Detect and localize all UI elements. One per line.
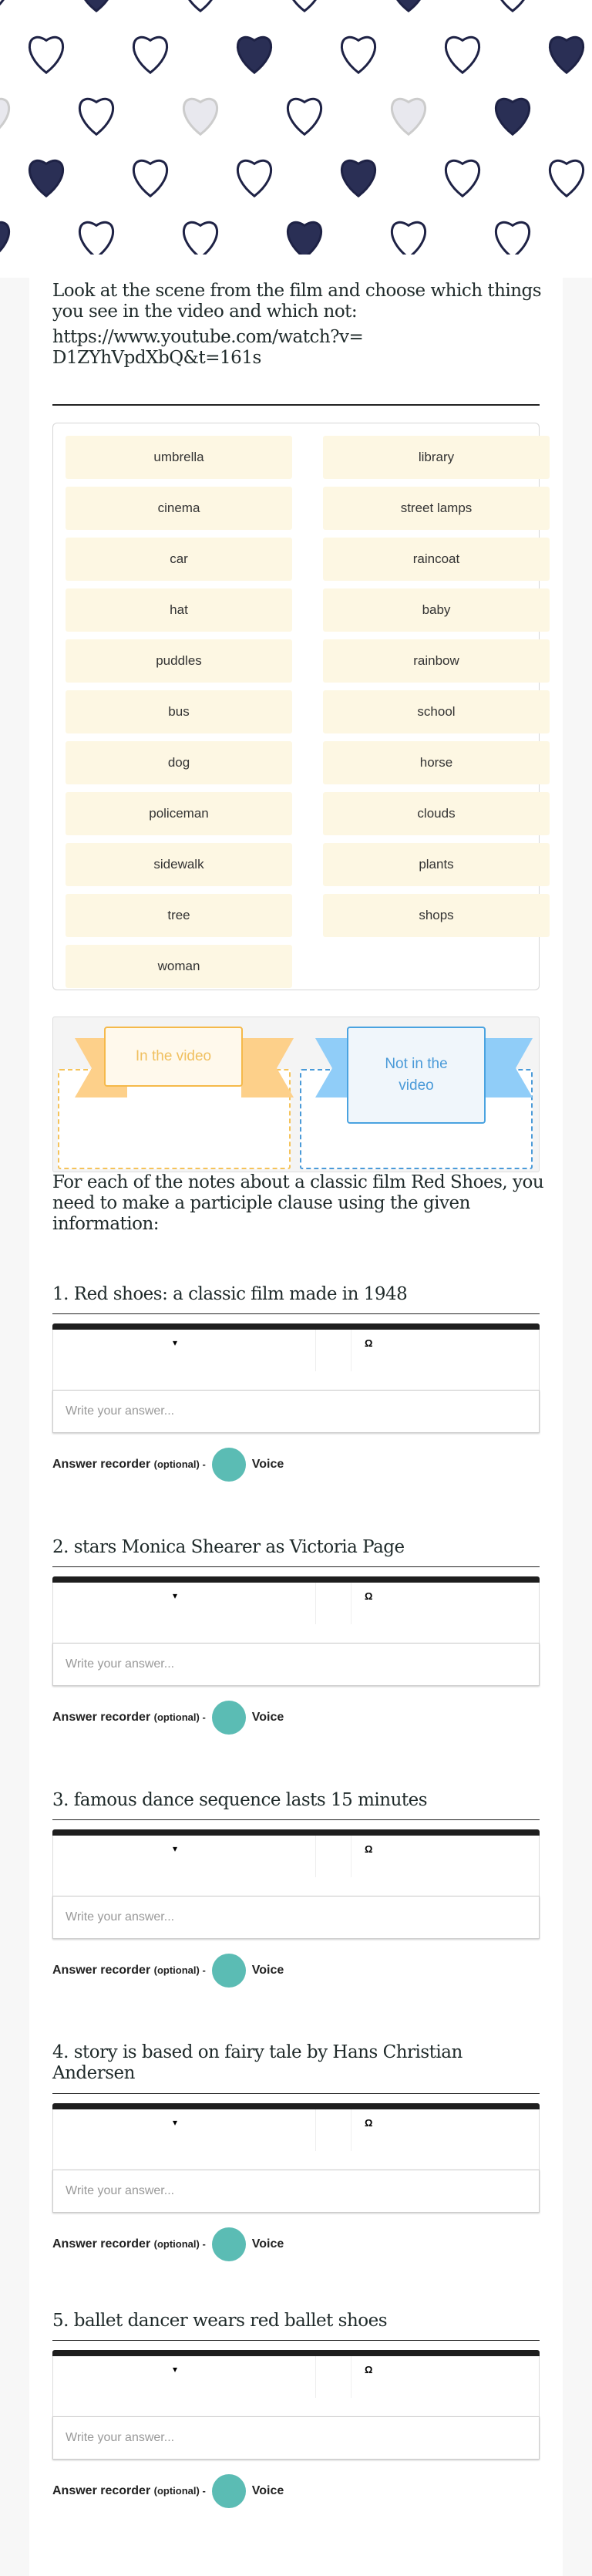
- answer-editor-toolbar: [52, 1330, 540, 1391]
- draggable-item[interactable]: clouds: [323, 792, 550, 835]
- heart-icon: [237, 37, 271, 72]
- answer-input[interactable]: Write your answer...: [52, 1643, 540, 1686]
- heart-icon: [288, 0, 321, 11]
- heart-icon: [288, 222, 321, 255]
- special-characters-omega-icon[interactable]: Ω: [365, 1337, 373, 1349]
- heart-icon: [79, 0, 113, 11]
- answer-recorder: [52, 1448, 284, 1482]
- draggable-item[interactable]: hat: [66, 588, 292, 632]
- part2-instructions: For each of the notes about a classic film Red Shoes, you need to make a participle clause using the given information:: [52, 1172, 544, 1234]
- answer-recorder: [52, 1954, 284, 1988]
- heart-icon: [183, 0, 217, 11]
- heart-icon: [288, 99, 321, 134]
- answer-editor-toolbar: [52, 2356, 540, 2418]
- heart-icon: [446, 160, 479, 196]
- video-link[interactable]: https://www.youtube.com/watch?v=D1ZYhVpdXbQ&t=161s: [52, 327, 364, 368]
- answer-editor-toolbar: [52, 1583, 540, 1644]
- heart-icon: [0, 222, 9, 255]
- heart-icon: [237, 160, 271, 196]
- draggable-item[interactable]: dog: [66, 741, 292, 784]
- worksheet: [29, 278, 563, 2576]
- heart-icon: [496, 99, 529, 134]
- answer-input[interactable]: Write your answer...: [52, 1896, 540, 1939]
- recorder-label: Answer recorder (optional) -: [52, 1458, 206, 1471]
- question-2-text: 2. stars Monica Shearer as Victoria Page: [52, 1537, 405, 1557]
- heart-icon: [79, 99, 113, 134]
- answer-input[interactable]: Write your answer...: [52, 1390, 540, 1433]
- heart-icon: [133, 160, 166, 196]
- heart-icon: [0, 99, 9, 134]
- editor-toolbar-bar: [52, 1323, 540, 1330]
- draggable-item[interactable]: rainbow: [323, 639, 550, 683]
- category-label-not: Not in the video: [347, 1027, 486, 1124]
- record-button[interactable]: [212, 2474, 246, 2508]
- heart-icon: [133, 37, 166, 72]
- font-dropdown-arrow-icon[interactable]: ▾: [173, 1843, 178, 1854]
- voice-label: Voice: [251, 1711, 284, 1724]
- answer-editor-toolbar: [52, 1836, 540, 1897]
- draggable-item[interactable]: street lamps: [323, 487, 550, 530]
- answer-recorder: [52, 2227, 284, 2261]
- category-label-in: In the video: [104, 1027, 243, 1087]
- recorder-label: Answer recorder (optional) -: [52, 1964, 206, 1977]
- draggable-item[interactable]: school: [323, 690, 550, 733]
- draggable-item[interactable]: sidewalk: [66, 843, 292, 886]
- heart-icon: [496, 0, 529, 11]
- record-button[interactable]: [212, 1701, 246, 1735]
- draggable-item[interactable]: baby: [323, 588, 550, 632]
- divider: [52, 1566, 540, 1567]
- special-characters-omega-icon[interactable]: Ω: [365, 1590, 373, 1602]
- heart-icon: [392, 99, 425, 134]
- heart-icon: [392, 0, 425, 11]
- special-characters-omega-icon[interactable]: Ω: [365, 2364, 373, 2375]
- draggable-item[interactable]: umbrella: [66, 436, 292, 479]
- heart-icon: [341, 37, 375, 72]
- editor-toolbar-bar: [52, 2103, 540, 2109]
- answer-recorder: [52, 1701, 284, 1735]
- voice-label: Voice: [251, 1964, 284, 1977]
- question-3-text: 3. famous dance sequence lasts 15 minutes: [52, 1790, 428, 1810]
- voice-label: Voice: [251, 2484, 284, 2497]
- divider: [52, 2340, 540, 2341]
- draggable-item[interactable]: car: [66, 538, 292, 581]
- font-dropdown-arrow-icon[interactable]: ▾: [173, 1590, 178, 1601]
- draggable-item[interactable]: plants: [323, 843, 550, 886]
- draggable-item[interactable]: policeman: [66, 792, 292, 835]
- divider: [52, 404, 540, 406]
- heart-icon: [183, 99, 217, 134]
- question-5-text: 5. ballet dancer wears red ballet shoes: [52, 2311, 388, 2331]
- recorder-label: Answer recorder (optional) -: [52, 2484, 206, 2497]
- heart-icon: [392, 222, 425, 255]
- recorder-label: Answer recorder (optional) -: [52, 1711, 206, 1724]
- font-dropdown-arrow-icon[interactable]: ▾: [173, 2117, 178, 2128]
- draggable-item[interactable]: tree: [66, 894, 292, 937]
- record-button[interactable]: [212, 1954, 246, 1988]
- heart-icon: [446, 37, 479, 72]
- draggable-item[interactable]: woman: [66, 945, 292, 988]
- heart-icon: [550, 160, 583, 196]
- draggable-item[interactable]: puddles: [66, 639, 292, 683]
- recorder-label: Answer recorder (optional) -: [52, 2237, 206, 2251]
- font-dropdown-arrow-icon[interactable]: ▾: [173, 1337, 178, 1348]
- heart-icon: [0, 0, 9, 11]
- header-hearts-banner: [0, 0, 592, 278]
- heart-icon: [550, 37, 583, 72]
- question-1-text: 1. Red shoes: a classic film made in 1948: [52, 1284, 408, 1304]
- voice-label: Voice: [251, 1458, 284, 1471]
- draggable-item[interactable]: horse: [323, 741, 550, 784]
- special-characters-omega-icon[interactable]: Ω: [365, 1843, 373, 1855]
- answer-input[interactable]: Write your answer...: [52, 2170, 540, 2213]
- category-drop-area: [52, 1017, 540, 1172]
- editor-toolbar-bar: [52, 1829, 540, 1836]
- answer-recorder: [52, 2474, 284, 2508]
- heart-icon: [341, 160, 375, 196]
- divider: [52, 1819, 540, 1820]
- editor-toolbar-bar: [52, 2350, 540, 2356]
- heart-icon: [183, 222, 217, 255]
- heart-icon: [29, 37, 62, 72]
- special-characters-omega-icon[interactable]: Ω: [365, 2117, 373, 2129]
- instructions: Look at the scene from the film and choose which things you see in the video and which not:: [52, 281, 542, 322]
- font-dropdown-arrow-icon[interactable]: ▾: [173, 2364, 178, 2375]
- question-4-text: 4. story is based on fairy tale by Hans Christian Andersen: [52, 2042, 462, 2083]
- record-button[interactable]: [212, 1448, 246, 1482]
- record-button[interactable]: [212, 2227, 246, 2261]
- heart-icon: [29, 160, 62, 196]
- editor-toolbar-bar: [52, 1576, 540, 1583]
- divider: [52, 2093, 540, 2094]
- draggable-item[interactable]: cinema: [66, 487, 292, 530]
- draggable-item[interactable]: shops: [323, 894, 550, 937]
- draggable-items-bank: [52, 423, 540, 990]
- answer-editor-toolbar: [52, 2109, 540, 2171]
- divider: [52, 1313, 540, 1314]
- draggable-item[interactable]: library: [323, 436, 550, 479]
- draggable-item[interactable]: bus: [66, 690, 292, 733]
- answer-input[interactable]: Write your answer...: [52, 2416, 540, 2460]
- hearts-pattern-image: [0, 0, 592, 255]
- voice-label: Voice: [251, 2237, 284, 2251]
- draggable-item[interactable]: raincoat: [323, 538, 550, 581]
- heart-icon: [496, 222, 529, 255]
- heart-icon: [79, 222, 113, 255]
